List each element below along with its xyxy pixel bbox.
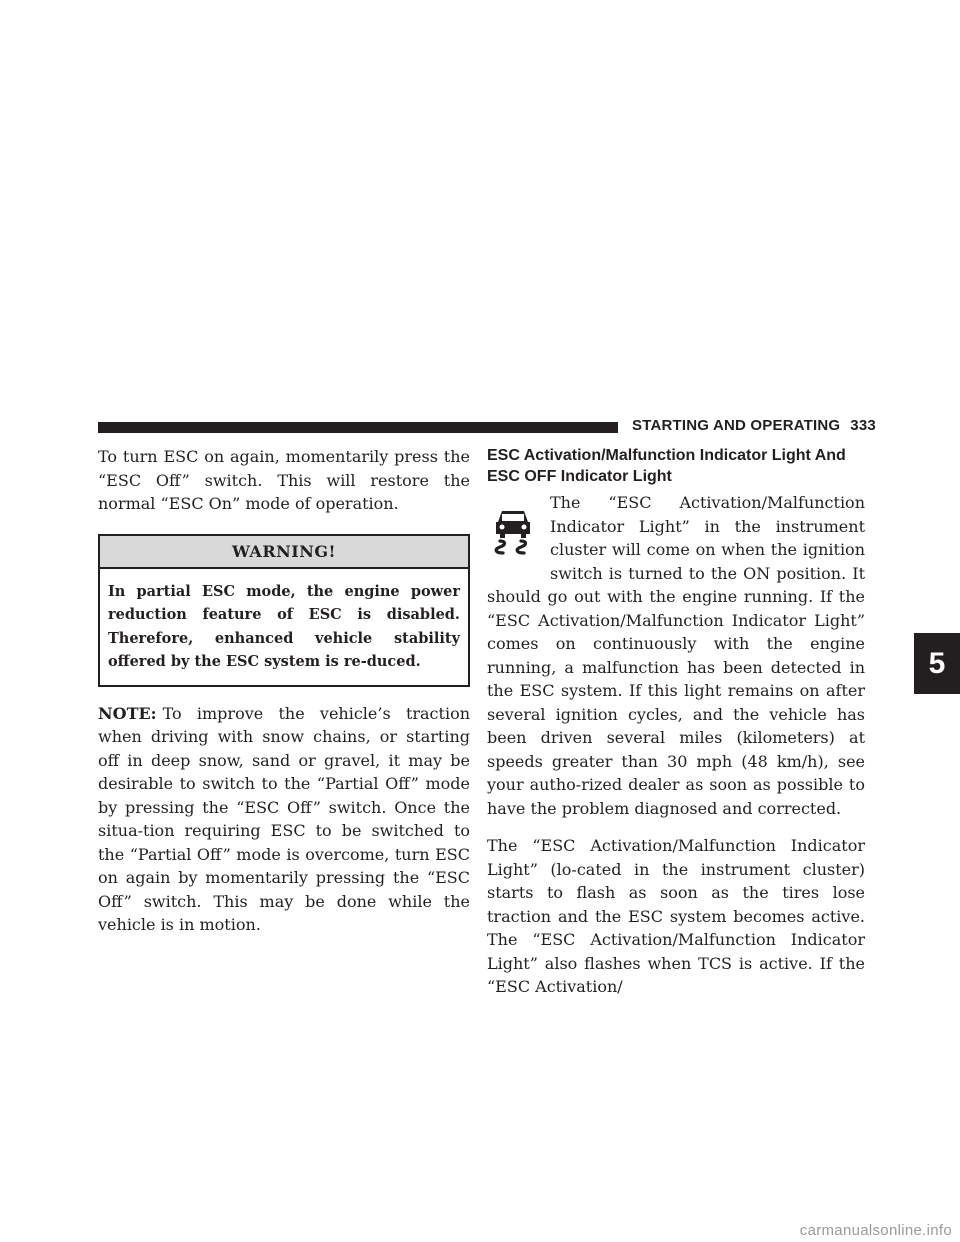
note-paragraph bbox=[98, 702, 470, 937]
esc-skid-car-icon bbox=[487, 493, 543, 563]
indicator-paragraph-2: The “ESC Activation/Malfunction Indicator Light” (lo-cated in the instrument cluster) starts to flash as soon as the tires lose traction and the ESC system becomes active. The “ESC Activation/Malfunction Indicator Light” also flashes when TCS is active. If the “ESC Activation/ bbox=[487, 836, 865, 996]
running-header bbox=[632, 417, 876, 434]
right-column bbox=[487, 445, 865, 999]
header-rule bbox=[98, 422, 618, 433]
left-column bbox=[98, 445, 470, 937]
section-heading: ESC Activation/Malfunction Indicator Light And ESC OFF Indicator Light bbox=[487, 447, 846, 485]
warning-box bbox=[98, 534, 470, 687]
esc-skid-car-icon-graphic bbox=[491, 507, 541, 555]
watermark: carmanualsonline.info bbox=[799, 1222, 952, 1239]
section-name: STARTING AND OPERATING bbox=[632, 417, 841, 434]
indicator-paragraph-1: The “ESC Activation/Malfunction Indicator Light” in the instrument cluster will come on when the ignition switch is turned to the ON position. It should go out with the engine running. If the “ESC Activation/Malfunction Indicator Light” comes on continuously with the engine running, a malfunction has been detected in the ESC system. If this light remains on after several ignition cycles, and the vehicle has been driven several miles (kilometers) at speeds greater than 30 mph (48 km/h), see your autho-rized dealer as soon as possible to have the problem diagnosed and corrected. bbox=[487, 493, 865, 818]
indicator-description bbox=[487, 491, 865, 820]
intro-paragraph: To turn ESC on again, momentarily press the “ESC Off” switch. This will restore the normal “ESC On” mode of operation. bbox=[98, 447, 470, 513]
page-number: 333 bbox=[850, 417, 876, 434]
warning-title: WARNING! bbox=[100, 536, 468, 569]
note-label: NOTE: bbox=[98, 703, 157, 723]
chapter-tab: 5 bbox=[914, 633, 960, 694]
note-text: To improve the vehicle’s traction when driving with snow chains, or starting off in deep snow, sand or gravel, it may be desirable to switch to the “Partial Off” mode by pressing the “ESC Off” switch. Once the situa-tion requiring ESC to be switched to the “Partial Off” mode is overcome, turn ESC on again by momentarily pressing the “ESC Off” switch. This may be done while the vehicle is in motion. bbox=[98, 703, 470, 934]
warning-body: In partial ESC mode, the engine power reduction feature of ESC is disabled. Therefore, enhanced vehicle stability offered by the ESC system is re-duced. bbox=[108, 582, 460, 670]
